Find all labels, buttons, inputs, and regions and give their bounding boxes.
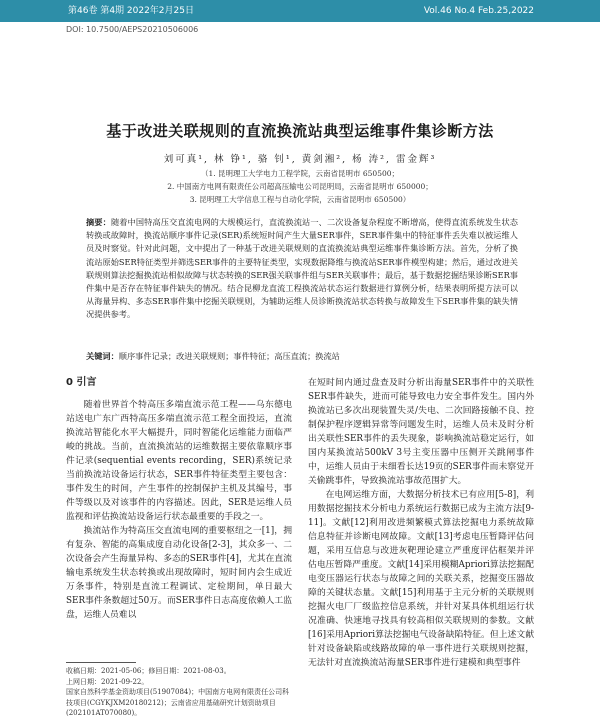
doi-label: DOI: 10.7500/AEPS20210506006 xyxy=(66,25,199,34)
author-list: 刘可真¹, 林 铮¹, 骆 钊¹, 黄剑湘², 杨 涛², 雷金辉³ xyxy=(163,154,437,165)
affiliation-2: 2. 中国南方电网有限责任公司超高压输电公司昆明局，云南省昆明市 650000； xyxy=(167,182,433,191)
keywords-text: 顺序事件记录；改进关联规则；事件特征；高压直流；换流站 xyxy=(118,351,340,361)
abstract-text: 随着中国特高压交直流电网的大规模运行，直流换流站一、二次设备复杂程度不断增高，使得直流系统发生状态转换或故障时，换流站顺序事件记录(SER)系统短时间产生大量SER事件，SER事件集中的特征事件丢失难以被运维人员及时察觉。针对此问题，文中提出了一种基于改进关联规则的直流换流站典型运维事件集诊断方法。首先，分析了换流站原始SER特征类型并筛选SER事件的主要特征类型，实现数据降维与换流站SER事件模型构建；然后，通过改进关联规则算法挖掘换流站相似故障与状态转换的SER强关联事件组与SER关联事件；最后，基于数据挖掘结果诊断SER事件集中是否存在特征事件缺失的情况。结合昆柳龙直流工程换流站状态运行数据进行算例分析，结果表明所提方法可以从海量异构、多态SER事件集中挖掘关联规则，为辅助运维人员诊断换流站状态转换与故障发生下SER事件集的缺失情况提供参考。 xyxy=(86,217,518,320)
body-paragraph: 换流站作为特高压交直流电网的重要枢纽之一[1]，拥有复杂、智能的高集成度自动化设备[2-3]，其众多一、二次设备会产生海量异构、多态的SER事件[4]，尤其在直流输电系统发生状态转换或出现故障时，短时间内会生成近万条事件，特别是直流工程调试、定检期间，单日最大SER事件条数超过50万。而SER事件日志高度依赖人工监盘，运维人员难以 xyxy=(66,526,292,620)
footnotes xyxy=(66,666,292,719)
abstract-label: 摘要： xyxy=(86,217,111,227)
footnote-divider xyxy=(66,662,136,663)
section-heading-introduction: 0 引言 xyxy=(66,377,97,388)
body-paragraph: 在短时间内通过盘查及时分析出海量SER事件中的关联性SER事件缺失，进而可能导致电力安全事件发生。国内外换流站已多次出现装置失灵/失电、二次回路接触不良、控制保护程序逻辑异常等问题发生时，运维人员未及时分析出关联性SER事件的丢失现象，影响换流站稳定运行，如国内某换流站500kV 3号主变压器中压侧开关跳闸事件中，运维人员由于未细看长达19页的SER事件而未察觉开关偷跳事件，导致换流站事故范围扩大。 xyxy=(308,378,534,486)
keywords-label: 关键词： xyxy=(86,351,119,361)
journal-header-bar xyxy=(0,0,600,22)
abstract xyxy=(86,216,518,322)
keywords xyxy=(86,351,518,362)
footnote-funding: 国家自然科学基金资助项目(51907084)；中国南方电网有限责任公司科技项目(CGYKJXM20180212)；云南省应用基础研究计划资助项目(202101AT070080)。 xyxy=(66,688,290,717)
volume-issue-label: 第46卷 第4期 2022年2月25日 xyxy=(68,6,194,16)
footnote-received-date: 收稿日期：2021-05-06；修回日期：2021-08-03。 xyxy=(66,667,231,675)
footnote-online-date: 上网日期：2021-09-22。 xyxy=(66,677,149,686)
left-column xyxy=(66,376,292,622)
body-paragraph: 随着世界首个特高压多端直流示范工程——乌东德电站送电广东广西特高压多端直流示范工程全面投运，直流换流站智能化水平大幅提升，同时智能化运维能力面临严峻的挑战。当前，直流换流站的运维数据主要依靠顺序事件记录(sequential events recording，SER)系统记录当前换流站设备运行状态，SER事件特征类型主要包含：事件发生的时间，产生事件的控制保护主机及其编号，事件等级以及对该事件的内容描述。因此，SER是运维人员监视和评估换流站设备运行状态最重要的手段之一。 xyxy=(66,400,292,522)
volume-issue-english: Vol.46 No.4 Feb.25,2022 xyxy=(423,6,534,16)
paper-title: 基于改进关联规则的直流换流站典型运维事件集诊断方法 xyxy=(106,122,494,140)
body-paragraph: 在电网运维方面，大数据分析技术已有应用[5-8]，利用数据挖掘技术分析电力系统运行数据已成为主流方法[9-11]。文献[12]利用改进频繁模式算法挖掘电力系统故障信息特征并诊断电网故障。文献[13]考虑电压暂降评估问题，采用互信息与改进灰靶理论建立严重度评估框架并评估电压暂降严重度。文献[14]采用模糊Apriori算法挖掘配电变压器运行状态与故障之间的关联关系，挖掘变压器故障的关键状态量。文献[15]利用基于主元分析的关联规则挖掘火电厂厂级监控信息系统，并针对某具体机组运行状况准确、快速地寻找具有较高相似关联规则的参数。文献[16]采用Apriori算法挖掘电气设备缺陷特征。但上述文献针对设备缺陷或线路故障的单一事件进行关联规则挖掘，无法针对直流换流站海量SER事件进行建模和典型事件 xyxy=(308,490,534,668)
affiliation-3: 3. 昆明理工大学信息工程与自动化学院，云南省昆明市 650500） xyxy=(189,195,411,204)
affiliation-1: （1. 昆明理工大学电力工程学院，云南省昆明市 650500； xyxy=(200,169,400,178)
right-column xyxy=(308,376,534,670)
